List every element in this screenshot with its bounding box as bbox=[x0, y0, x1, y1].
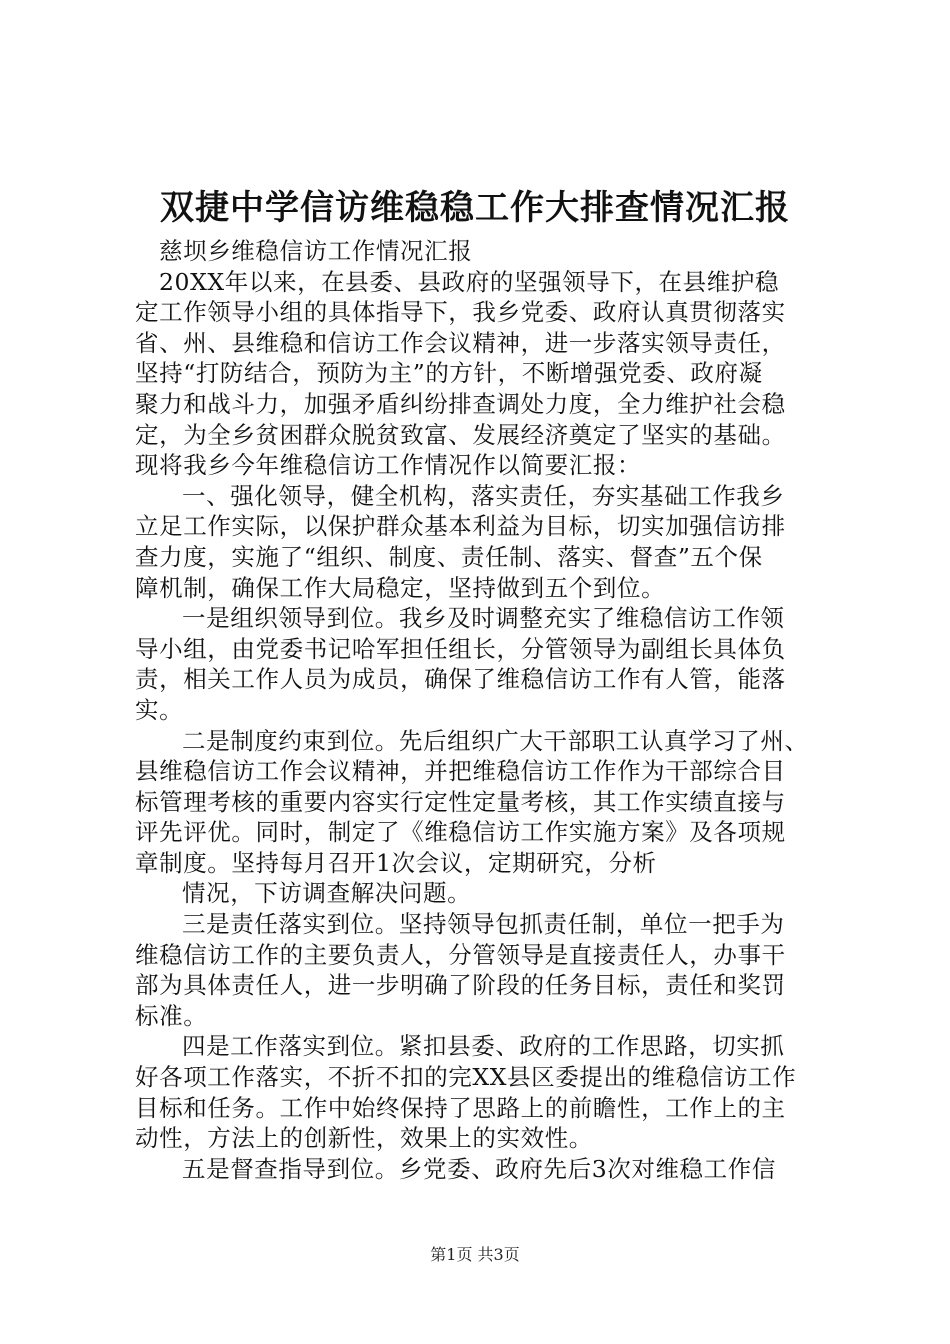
body-line: 情况，下访调查解决问题。 bbox=[182, 879, 472, 908]
body-line: 定，为全乡贫困群众脱贫致富、发展经济奠定了坚实的基础。 bbox=[135, 420, 786, 449]
body-line: 立足工作实际，以保护群众基本利益为目标，切实加强信访排 bbox=[135, 512, 786, 541]
body-line: 现将我乡今年维稳信访工作情况作以简要汇报： bbox=[135, 451, 642, 480]
body-line: 四是工作落实到位。紧扣县委、政府的工作思路，切实抓 bbox=[182, 1032, 785, 1061]
body-line: 聚力和战斗力，加强矛盾纠纷排查调处力度，全力维护社会稳 bbox=[135, 389, 786, 418]
body-line: 查力度，实施了“组织、制度、责任制、落实、督查”五个保 bbox=[135, 542, 763, 571]
body-line: 章制度。坚持每月召开1次会议，定期研究，分析 bbox=[135, 848, 657, 877]
body-line: 五是督查指导到位。乡党委、政府先后3次对维稳工作信 bbox=[182, 1154, 776, 1183]
page-number-footer: 第1页 共3页 bbox=[430, 1245, 520, 1264]
body-line: 20XX年以来，在县委、县政府的坚强领导下，在县维护稳 bbox=[159, 267, 780, 296]
body-line: 责，相关工作人员为成员，确保了维稳信访工作有人管，能落 bbox=[135, 665, 786, 694]
document-title: 双捷中学信访维稳稳工作大排查情况汇报 bbox=[160, 188, 790, 228]
body-line: 二是制度约束到位。先后组织广大干部职工认真学习了州、 bbox=[182, 726, 809, 755]
body-line: 一是组织领导到位。我乡及时调整充实了维稳信访工作领 bbox=[182, 604, 785, 633]
body-line: 障机制，确保工作大局稳定，坚持做到五个到位。 bbox=[135, 573, 666, 602]
body-line: 好各项工作落实，不折不扣的完XX县区委提出的维稳信访工作 bbox=[135, 1063, 797, 1092]
document-body bbox=[135, 236, 835, 1184]
body-line: 三是责任落实到位。坚持领导包抓责任制，单位一把手为 bbox=[182, 910, 785, 939]
body-line: 部为具体责任人，进一步明确了阶段的任务目标，责任和奖罚 bbox=[135, 971, 786, 1000]
body-line: 动性，方法上的创新性，效果上的实效性。 bbox=[135, 1124, 593, 1153]
body-line: 省、州、县维稳和信访工作会议精神，进一步落实领导责任， bbox=[135, 328, 786, 357]
body-line: 坚持“打防结合，预防为主”的方针，不断增强党委、政府凝 bbox=[135, 359, 763, 388]
body-line: 评先评优。同时，制定了《维稳信访工作实施方案》及各项规 bbox=[135, 818, 786, 847]
body-line: 导小组，由党委书记哈军担任组长，分管领导为副组长具体负 bbox=[135, 634, 786, 663]
body-line: 标管理考核的重要内容实行定性定量考核，其工作实绩直接与 bbox=[135, 787, 786, 816]
body-line: 县维稳信访工作会议精神，并把维稳信访工作作为干部综合目 bbox=[135, 757, 786, 786]
body-line: 实。 bbox=[135, 695, 184, 724]
body-line: 定工作领导小组的具体指导下，我乡党委、政府认真贯彻落实 bbox=[135, 298, 786, 327]
body-line: 一、强化领导，健全机构，落实责任，夯实基础工作我乡 bbox=[182, 481, 785, 510]
body-line: 维稳信访工作的主要负责人，分管领导是直接责任人，办事干 bbox=[135, 940, 786, 969]
body-line: 慈坝乡维稳信访工作情况汇报 bbox=[159, 237, 473, 265]
body-line: 目标和任务。工作中始终保持了思路上的前瞻性，工作上的主 bbox=[135, 1093, 786, 1122]
body-line: 标准。 bbox=[135, 1001, 208, 1030]
